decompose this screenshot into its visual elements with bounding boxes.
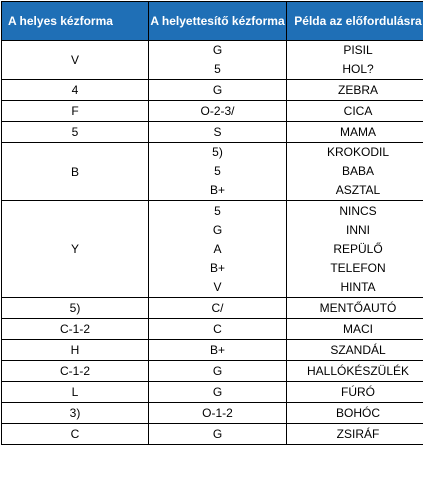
cell-substitute-handshape [149, 41, 287, 80]
cell-substitute-handshape-line: B+ [209, 342, 225, 357]
cell-substitute-handshape-line: 5 [214, 62, 221, 76]
table-body [2, 41, 423, 445]
cell-example [287, 80, 423, 101]
cell-substitute-handshape [149, 201, 287, 298]
cell-example [287, 201, 423, 298]
cell-substitute-handshape [149, 80, 287, 101]
cell-substitute-handshape-line: G [212, 82, 223, 97]
cell-example [287, 340, 423, 361]
header-row [2, 2, 423, 41]
cell-substitute-handshape [149, 403, 287, 424]
cell-example-line: SZANDÁL [330, 342, 386, 357]
table-row [2, 361, 423, 382]
cell-example-line: MACI [343, 321, 373, 336]
cell-substitute-handshape [149, 382, 287, 403]
cell-example-line: REPÜLŐ [333, 241, 383, 256]
table-row [2, 403, 423, 424]
cell-substitute-handshape-line: A [213, 241, 222, 256]
cell-correct-handshape: 3) [2, 403, 149, 424]
cell-example [287, 361, 423, 382]
cell-correct-handshape: 5) [2, 298, 149, 319]
table-row [2, 41, 423, 80]
cell-example-line: BABA [341, 164, 374, 178]
cell-substitute-handshape [149, 361, 287, 382]
cell-substitute-handshape-line: G [212, 222, 223, 237]
cell-example-line: ZSIRÁF [336, 426, 380, 441]
cell-substitute-handshape-line: S [213, 124, 222, 139]
cell-example [287, 319, 423, 340]
cell-example-line: NINCS [339, 203, 377, 218]
cell-substitute-handshape-line: O-1-2 [202, 405, 233, 420]
cell-substitute-handshape-line: C [213, 321, 222, 336]
cell-example [287, 424, 423, 445]
cell-example-line: HALLÓKÉSZÜLÉK [306, 363, 410, 378]
cell-example-line: HOL? [342, 62, 374, 76]
cell-substitute-handshape-line: B+ [209, 260, 225, 275]
cell-example-line: BOHÓC [335, 405, 380, 420]
cell-example-line: HINTA [340, 279, 376, 294]
cell-substitute-handshape [149, 143, 287, 201]
table-row [2, 201, 423, 298]
cell-example [287, 122, 423, 143]
table-row [2, 101, 423, 122]
table-row [2, 424, 423, 445]
cell-example [287, 101, 423, 122]
cell-substitute-handshape [149, 340, 287, 361]
cell-example [287, 298, 423, 319]
table-row [2, 340, 423, 361]
cell-substitute-handshape [149, 101, 287, 122]
cell-example-line: FÚRÓ [341, 384, 375, 399]
cell-example-line: KROKODIL [326, 145, 389, 159]
cell-substitute-handshape-line: 5 [214, 203, 221, 218]
cell-substitute-handshape [149, 424, 287, 445]
cell-substitute-handshape-line: O-2-3/ [200, 103, 235, 118]
table-row [2, 298, 423, 319]
cell-correct-handshape: F [2, 101, 149, 122]
cell-example-line: CICA [343, 103, 373, 118]
cell-substitute-handshape-line: G [212, 43, 223, 57]
cell-example-line: MENTŐAUTÓ [319, 300, 397, 315]
cell-example [287, 382, 423, 403]
cell-substitute-handshape-line: C/ [211, 300, 224, 315]
header-correct-handshape: A helyes kézforma [2, 2, 149, 41]
cell-correct-handshape: C-1-2 [2, 361, 149, 382]
table-row [2, 143, 423, 201]
cell-correct-handshape: 4 [2, 80, 149, 101]
cell-substitute-handshape-line: G [212, 384, 223, 399]
cell-correct-handshape: Y [2, 201, 149, 298]
cell-substitute-handshape-line: B+ [209, 183, 225, 197]
cell-example-line: ZEBRA [337, 82, 378, 97]
cell-substitute-handshape [149, 298, 287, 319]
cell-correct-handshape: V [2, 41, 149, 80]
cell-example-line: PISIL [343, 43, 373, 57]
cell-example [287, 41, 423, 80]
cell-substitute-handshape-line: V [213, 279, 222, 294]
cell-example [287, 143, 423, 201]
table-row [2, 319, 423, 340]
cell-substitute-handshape-line: G [212, 426, 223, 441]
cell-substitute-handshape [149, 122, 287, 143]
cell-example-line: TELEFON [330, 260, 386, 275]
cell-example-line: INNI [346, 222, 370, 237]
cell-correct-handshape: C-1-2 [2, 319, 149, 340]
table-row [2, 382, 423, 403]
cell-correct-handshape: 5 [2, 122, 149, 143]
header-substitute-handshape: A helyettesítő kézforma [149, 2, 287, 41]
cell-substitute-handshape [149, 319, 287, 340]
cell-example-line: ASZTAL [335, 183, 381, 197]
cell-example [287, 403, 423, 424]
cell-substitute-handshape-line: 5 [214, 164, 221, 178]
cell-example-line: MAMA [340, 124, 376, 139]
cell-correct-handshape: H [2, 340, 149, 361]
cell-correct-handshape: B [2, 143, 149, 201]
cell-substitute-handshape-line: G [212, 363, 223, 378]
header-example: Példa az előfordulásra [287, 2, 423, 41]
cell-correct-handshape: C [2, 424, 149, 445]
handshape-table [1, 1, 423, 445]
table-row [2, 122, 423, 143]
cell-correct-handshape: L [2, 382, 149, 403]
table-row [2, 80, 423, 101]
cell-substitute-handshape-line: 5) [212, 145, 223, 159]
